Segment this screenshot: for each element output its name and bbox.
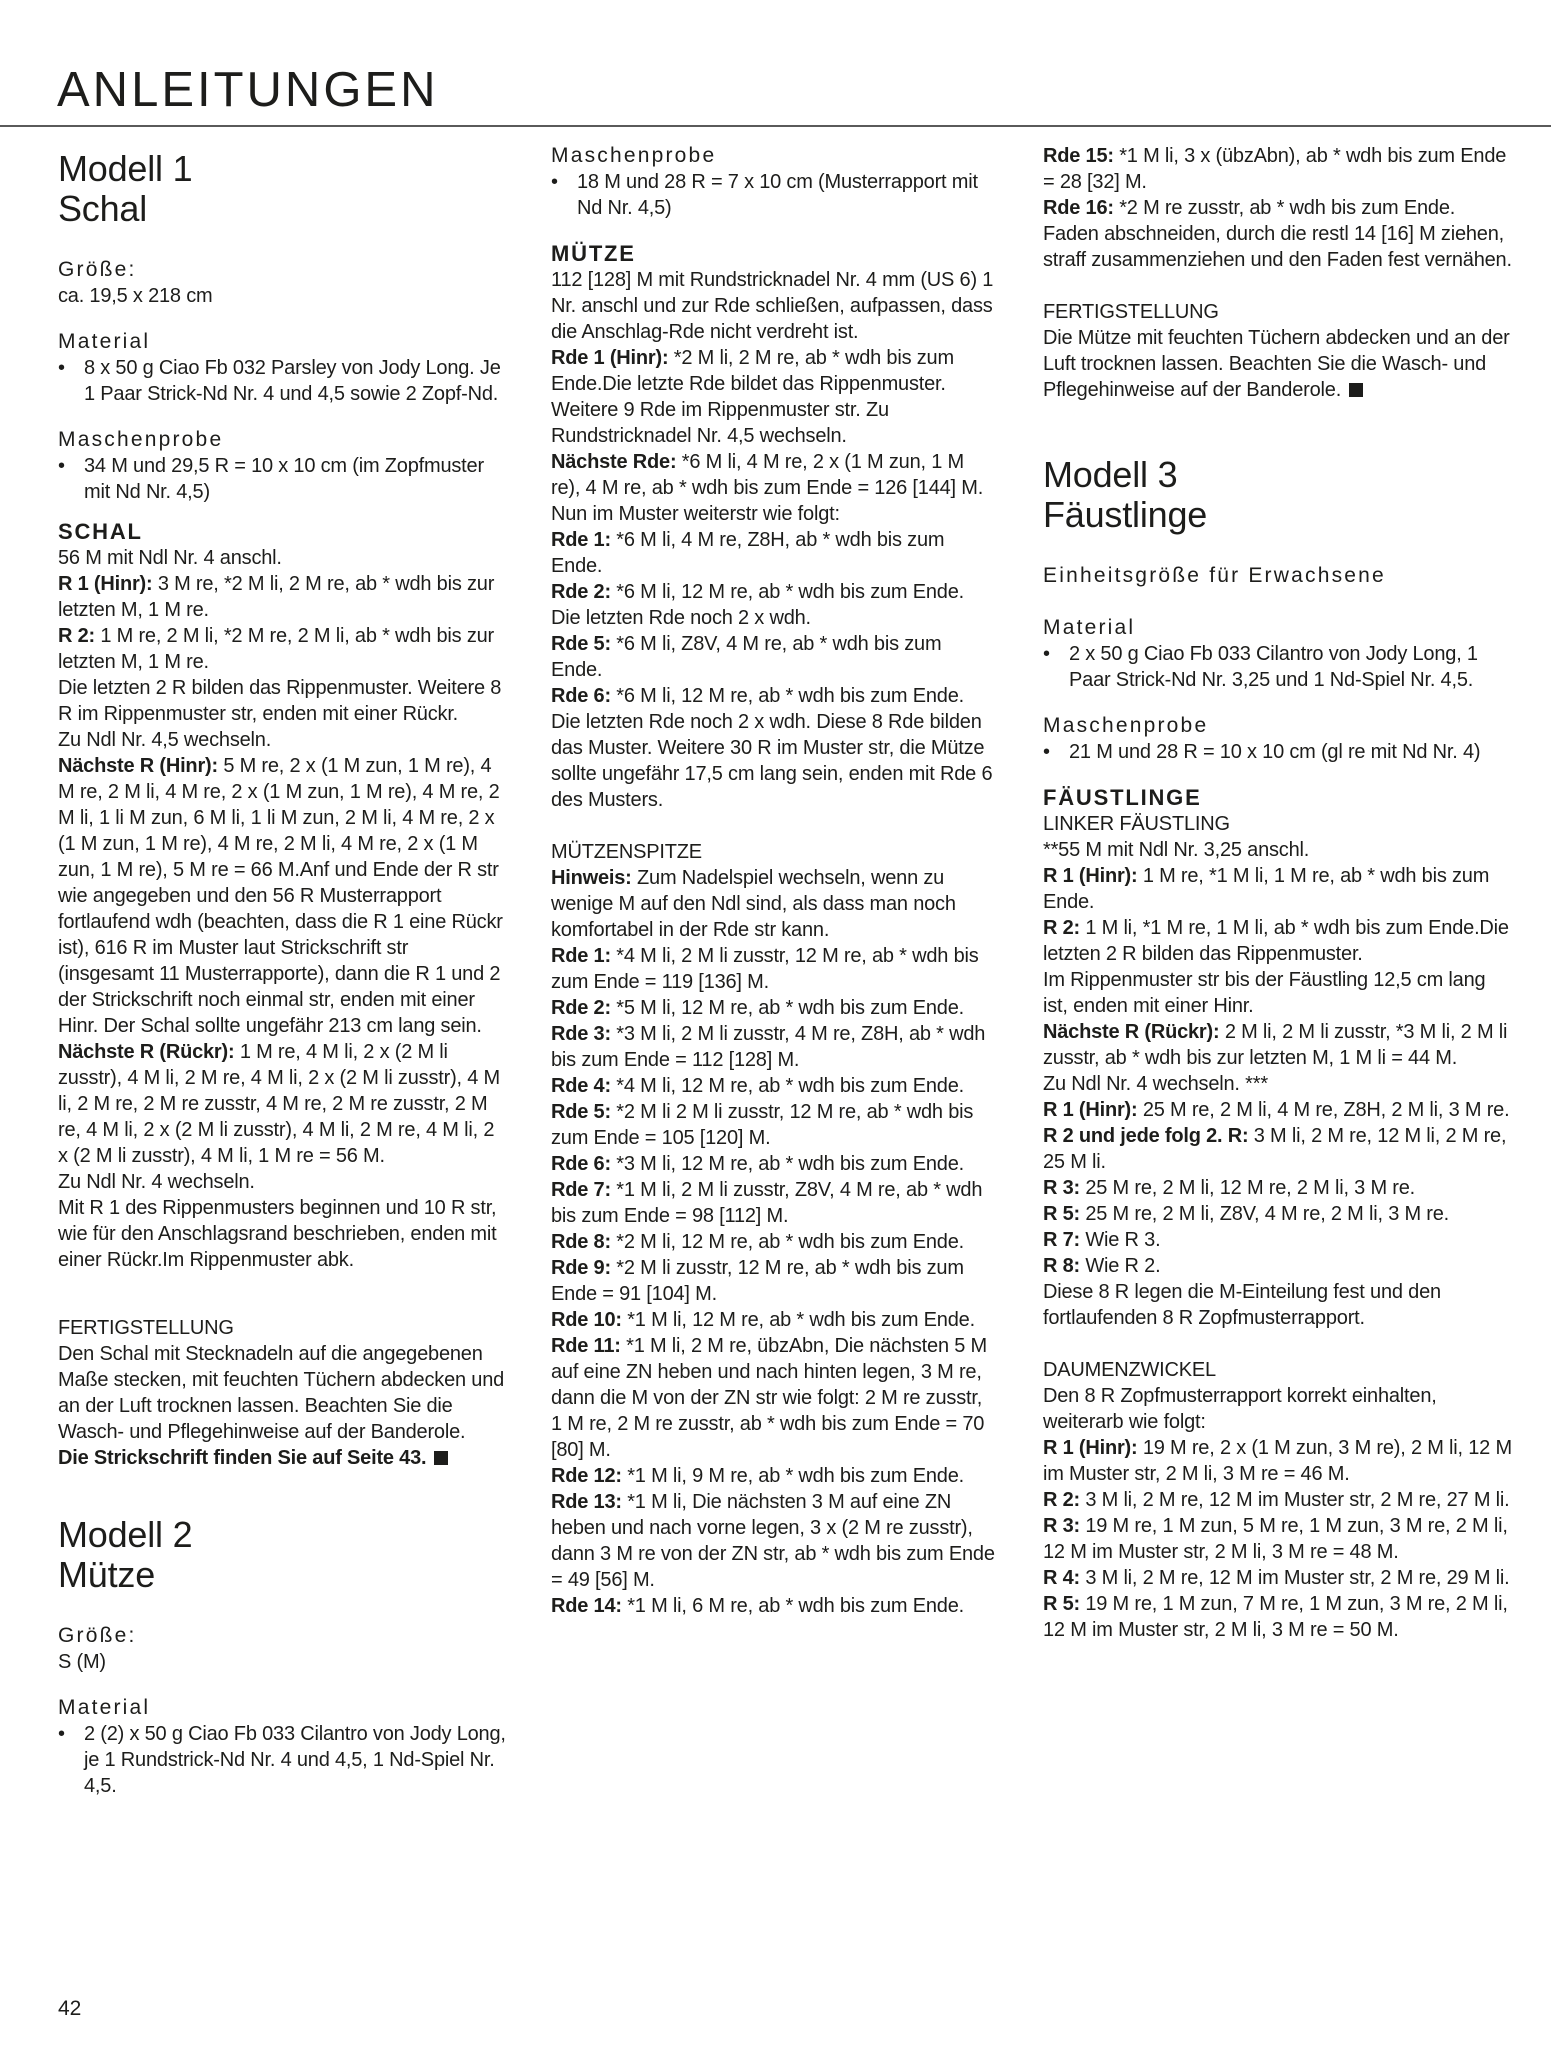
model3-r1-label: R 1 (Hinr): bbox=[1043, 865, 1138, 887]
model2-c6 bbox=[551, 1151, 996, 1177]
model2-rde1-text: *2 M li, 2 M re, ab * wdh bis zum Ende.Die letzte Rde bildet das Rippenmuster. bbox=[551, 347, 954, 395]
model1-row1-label: R 1 (Hinr): bbox=[58, 573, 153, 595]
model2-c11 bbox=[551, 1333, 996, 1463]
model3-t1-text: 19 M re, 2 x (1 M zun, 3 M re), 2 M li, 12 M im Muster str, 2 M li, 3 M re = 46 M. bbox=[1043, 1437, 1512, 1485]
model3-gauge-label: Maschenprobe bbox=[1043, 714, 1209, 737]
model1-end-text: Mit R 1 des Rippenmusters beginnen und 10 R str, wie für den Anschlagsrand beschrieben, enden mit einer Rückr.Im Rippenmuster abk. bbox=[58, 1197, 497, 1271]
model2-c10 bbox=[551, 1307, 996, 1333]
model2-c1-text: *4 M li, 2 M li zusstr, 12 M re, ab * wdh bis zum Ende = 119 [136] M. bbox=[551, 945, 979, 993]
model1-next-row2-label: Nächste R (Rückr): bbox=[58, 1041, 235, 1063]
model1-size-label: Größe: bbox=[58, 258, 137, 281]
model3-gauge-item: • 21 M und 28 R = 10 x 10 cm (gl re mit Nd Nr. 4) bbox=[1043, 741, 1481, 763]
model3-subtitle: Fäustlinge bbox=[1043, 494, 1208, 535]
model2-c9-label: Rde 9: bbox=[551, 1257, 611, 1279]
model2-c15-text: *1 M li, 3 x (übzAbn), ab * wdh bis zum Ende = 28 [32] M. bbox=[1043, 145, 1507, 193]
model3-r1 bbox=[1043, 863, 1513, 915]
model2-c1 bbox=[551, 943, 996, 995]
model2-p5-text: *6 M li, Z8V, 4 M re, ab * wdh bis zum Ende. bbox=[551, 633, 942, 681]
model1-row2-text: 1 M re, 2 M li, *2 M re, 2 M li, ab * wdh bis zur letzten M, 1 M re. bbox=[58, 625, 495, 673]
model2-c16-text: *2 M re zusstr, ab * wdh bis zum Ende. Faden abschneiden, durch die restl 14 [16] M ziehen, straff zusammenziehen und den Faden fest vernähen. bbox=[1043, 197, 1512, 271]
model3-m2-label: R 2 und jede folg 2. R: bbox=[1043, 1125, 1249, 1147]
model3-left-heading: LINKER FÄUSTLING bbox=[1043, 813, 1230, 835]
model2-c9 bbox=[551, 1255, 996, 1307]
model1-cast-on: 56 M mit Ndl Nr. 4 anschl. bbox=[58, 547, 282, 569]
column-2 bbox=[551, 143, 996, 1619]
model2-section-heading: MÜTZE bbox=[551, 241, 636, 266]
model2-c4 bbox=[551, 1073, 996, 1099]
model1-finishing-heading: FERTIGSTELLUNG bbox=[58, 1317, 234, 1339]
model3-t4 bbox=[1043, 1565, 1513, 1591]
model2-gauge-label: Maschenprobe bbox=[551, 144, 717, 167]
model1-material-item: • 8 x 50 g Ciao Fb 032 Parsley von Jody Long. Je 1 Paar Strick-Nd Nr. 4 und 4,5 sowie 2 Zopf-Nd. bbox=[58, 357, 501, 405]
model2-c8-label: Rde 8: bbox=[551, 1231, 611, 1253]
model3-t3-label: R 3: bbox=[1043, 1515, 1080, 1537]
model2-title: Modell 2 bbox=[58, 1514, 193, 1555]
model1-material-label: Material bbox=[58, 330, 151, 353]
model1-subtitle: Schal bbox=[58, 188, 148, 229]
model2-p6 bbox=[551, 683, 996, 709]
model1-material-text: 8 x 50 g Ciao Fb 032 Parsley von Jody Long. Je 1 Paar Strick-Nd Nr. 4 und 4,5 sowie 2 Zopf-Nd. bbox=[84, 357, 501, 405]
model1-size-value: ca. 19,5 x 218 cm bbox=[58, 285, 213, 307]
model2-p1-text: *6 M li, 4 M re, Z8H, ab * wdh bis zum Ende. bbox=[551, 529, 945, 577]
model3-m2 bbox=[1043, 1123, 1513, 1175]
model2-p2-label: Rde 2: bbox=[551, 581, 611, 603]
model2-gauge-item: • 18 M und 28 R = 7 x 10 cm (Musterrapport mit Nd Nr. 4,5) bbox=[551, 171, 978, 219]
model2-p5-label: Rde 5: bbox=[551, 633, 611, 655]
model3-t2-text: 3 M li, 2 M re, 12 M im Muster str, 2 M re, 27 M li. bbox=[1085, 1489, 1510, 1511]
model2-c6-text: *3 M li, 12 M re, ab * wdh bis zum Ende. bbox=[616, 1153, 965, 1175]
model3-t5-label: R 5: bbox=[1043, 1593, 1080, 1615]
model1-rib-text: Die letzten 2 R bilden das Rippenmuster. Weitere 8 R im Rippenmuster str, enden mit einer Rückr. bbox=[58, 677, 502, 725]
model2-c14-text: *1 M li, 6 M re, ab * wdh bis zum Ende. bbox=[627, 1595, 965, 1617]
model3-m8-label: R 8: bbox=[1043, 1255, 1080, 1277]
model2-c5-text: *2 M li 2 M li zusstr, 12 M re, ab * wdh bis zum Ende = 105 [120] M. bbox=[551, 1101, 974, 1149]
model2-p-rep2: Die letzten Rde noch 2 x wdh. Diese 8 Rde bilden das Muster. Weitere 30 R im Muster str, die Mütze sollte ungefähr 17,5 cm lang sein, enden mit Rde 6 des Musters. bbox=[551, 711, 993, 811]
model2-c6-label: Rde 6: bbox=[551, 1153, 611, 1175]
model2-c4-text: *4 M li, 12 M re, ab * wdh bis zum Ende. bbox=[616, 1075, 965, 1097]
model3-r1-text: 1 M re, *1 M li, 1 M re, ab * wdh bis zum Ende. bbox=[1043, 865, 1490, 913]
model2-p2-text: *6 M li, 12 M re, ab * wdh bis zum Ende. bbox=[616, 581, 965, 603]
model2-c15-label: Rde 15: bbox=[1043, 145, 1114, 167]
model3-material-label: Material bbox=[1043, 616, 1136, 639]
model2-c4-label: Rde 4: bbox=[551, 1075, 611, 1097]
model1-row2-label: R 2: bbox=[58, 625, 95, 647]
model2-material-text: 2 (2) x 50 g Ciao Fb 033 Cilantro von Jody Long, je 1 Rundstrick-Nd Nr. 4 und 4,5, 1 Nd-Spiel Nr. 4,5. bbox=[84, 1723, 506, 1797]
model2-size-label: Größe: bbox=[58, 1624, 137, 1647]
model3-next bbox=[1043, 1019, 1513, 1071]
page-number: 42 bbox=[58, 1997, 82, 2020]
model2-c16 bbox=[1043, 195, 1513, 273]
model3-t1 bbox=[1043, 1435, 1513, 1487]
model2-p-rep1: Die letzten Rde noch 2 x wdh. bbox=[551, 607, 811, 629]
model2-c3-text: *3 M li, 2 M li zusstr, 4 M re, Z8H, ab * wdh bis zum Ende = 112 [128] M. bbox=[551, 1023, 986, 1071]
model2-c14 bbox=[551, 1593, 996, 1619]
model3-t5 bbox=[1043, 1591, 1513, 1643]
model1-chart-ref bbox=[58, 1445, 508, 1471]
model2-c15 bbox=[1043, 143, 1513, 195]
model2-c7-text: *1 M li, 2 M li zusstr, Z8V, 4 M re, ab * wdh bis zum Ende = 98 [112] M. bbox=[551, 1179, 983, 1227]
model3-cast-on: **55 M mit Ndl Nr. 3,25 anschl. bbox=[1043, 839, 1310, 861]
model1-row1 bbox=[58, 571, 508, 623]
end-square-icon bbox=[1349, 383, 1363, 397]
model2-p6-label: Rde 6: bbox=[551, 685, 611, 707]
model2-p1-label: Rde 1: bbox=[551, 529, 611, 551]
model2-material-item: • 2 (2) x 50 g Ciao Fb 033 Cilantro von Jody Long, je 1 Rundstrick-Nd Nr. 4 und 4,5, 1 Nd-Spiel Nr. 4,5. bbox=[58, 1723, 506, 1797]
model1-next-row2 bbox=[58, 1039, 508, 1169]
model2-gauge-text: 18 M und 28 R = 7 x 10 cm (Musterrapport mit Nd Nr. 4,5) bbox=[577, 171, 978, 219]
model2-finishing bbox=[1043, 325, 1513, 403]
model3-m8 bbox=[1043, 1253, 1513, 1279]
model2-c2-text: *5 M li, 12 M re, ab * wdh bis zum Ende. bbox=[616, 997, 965, 1019]
model2-c11-label: Rde 11: bbox=[551, 1335, 621, 1357]
model3-title: Modell 3 bbox=[1043, 454, 1178, 495]
model1-switch-text: Zu Ndl Nr. 4,5 wechseln. bbox=[58, 729, 272, 751]
model3-material-item: • 2 x 50 g Ciao Fb 033 Cilantro von Jody Long, 1 Paar Strick-Nd Nr. 3,25 und 1 Nd-Spiel Nr. 4,5. bbox=[1043, 643, 1478, 691]
model1-next-row2-text: 1 M re, 4 M li, 2 x (2 M li zusstr), 4 M li, 2 M re, 4 M li, 2 x (2 M li zusstr), 4 M li, 2 M re, 2 M re zusstr, 4 M re, 2 M re zusstr, 2 M re, 4 M li, 2 x (2 M li zusstr), 4 M li, 2 M re, 4 M li, 2 x (2 M li zusstr), 4 M li, 1 M re = 56 M. bbox=[58, 1041, 500, 1167]
model2-c13 bbox=[551, 1489, 996, 1593]
page-header-title: ANLEITUNGEN bbox=[57, 63, 439, 117]
model2-intro: 112 [128] M mit Rundstricknadel Nr. 4 mm (US 6) 1 Nr. anschl und zur Rde schließen, aufpassen, dass die Anschlag-Rde nicht verdreht ist. bbox=[551, 269, 994, 343]
model3-m8-text: Wie R 2. bbox=[1085, 1255, 1161, 1277]
model2-next-rde-label: Nächste Rde: bbox=[551, 451, 677, 473]
model3-t4-text: 3 M li, 2 M re, 12 M im Muster str, 2 M re, 29 M li. bbox=[1085, 1567, 1510, 1589]
model2-c12-text: *1 M li, 9 M re, ab * wdh bis zum Ende. bbox=[627, 1465, 965, 1487]
model1-switch2-text: Zu Ndl Nr. 4 wechseln. bbox=[58, 1171, 255, 1193]
model3-section-heading: FÄUSTLINGE bbox=[1043, 785, 1202, 810]
model2-next-rde bbox=[551, 449, 996, 501]
model2-hint bbox=[551, 865, 996, 943]
model3-t3-text: 19 M re, 1 M zun, 5 M re, 1 M zun, 3 M re, 2 M li, 12 M im Muster str, 2 M li, 3 M re = 48 M. bbox=[1043, 1515, 1508, 1563]
model2-finishing-heading: FERTIGSTELLUNG bbox=[1043, 301, 1219, 323]
model3-r2-text: 1 M li, *1 M re, 1 M li, ab * wdh bis zum Ende.Die letzten 2 R bilden das Rippenmuster. bbox=[1043, 917, 1509, 965]
model1-next-row bbox=[58, 753, 508, 1039]
model3-m1 bbox=[1043, 1097, 1513, 1123]
model3-r2 bbox=[1043, 915, 1513, 967]
model3-t2 bbox=[1043, 1487, 1513, 1513]
model2-c8-text: *2 M li, 12 M re, ab * wdh bis zum Ende. bbox=[616, 1231, 965, 1253]
model2-c1-label: Rde 1: bbox=[551, 945, 611, 967]
model3-t3 bbox=[1043, 1513, 1513, 1565]
column-1 bbox=[58, 143, 508, 1799]
model3-m-end: Diese 8 R legen die M-Einteilung fest und den fortlaufenden 8 R Zopfmusterrapport. bbox=[1043, 1281, 1441, 1329]
model3-next-text: 2 M li, 2 M li zusstr, *3 M li, 2 M li zusstr, ab * wdh bis zur letzten M, 1 M li = 44 M. bbox=[1043, 1021, 1508, 1069]
model2-c8 bbox=[551, 1229, 996, 1255]
model2-c13-label: Rde 13: bbox=[551, 1491, 622, 1513]
model3-m3-text: 25 M re, 2 M li, 12 M re, 2 M li, 3 M re. bbox=[1085, 1177, 1416, 1199]
model3-m3-label: R 3: bbox=[1043, 1177, 1080, 1199]
model2-rde1 bbox=[551, 345, 996, 397]
model1-title: Modell 1 bbox=[58, 148, 193, 189]
model3-t1-label: R 1 (Hinr): bbox=[1043, 1437, 1138, 1459]
model3-m2-text: 3 M li, 2 M re, 12 M li, 2 M re, 25 M li. bbox=[1043, 1125, 1507, 1173]
model2-p2 bbox=[551, 579, 996, 605]
model1-next-row-text: 5 M re, 2 x (1 M zun, 1 M re), 4 M re, 2 M li, 4 M re, 2 x (1 M zun, 1 M re), 4 M re, 2 M li, 1 li M zun, 6 M li, 1 li M zun, 2 M li, 4 M re, 2 x (1 M zun, 1 M re), 4 M re, 2 M li, 4 M re, 2 x (1 M zun, 1 M re), 5 M re = 66 M.Anf und Ende der R str wie angegeben und den 56 R Musterrapport fortlaufend wdh (beachten, dass die R 1 eine Rückr ist), 616 R im Muster laut Strickschrift str (insgesamt 11 Musterrapporte), dann die R 1 und 2 der Strickschrift noch einmal str, enden mit einer Hinr. Der Schal sollte ungefähr 213 cm lang sein. bbox=[58, 755, 503, 1037]
model2-c10-label: Rde 10: bbox=[551, 1309, 622, 1331]
model3-t5-text: 19 M re, 1 M zun, 7 M re, 1 M zun, 3 M re, 2 M li, 12 M im Muster str, 2 M li, 3 M re = 50 M. bbox=[1043, 1593, 1508, 1641]
header-rule bbox=[0, 125, 1551, 127]
model3-switch-text: Zu Ndl Nr. 4 wechseln. *** bbox=[1043, 1073, 1268, 1095]
model2-pattern-intro: Nun im Muster weiterstr wie folgt: bbox=[551, 503, 840, 525]
model1-row2 bbox=[58, 623, 508, 675]
model2-more-text: Weitere 9 Rde im Rippenmuster str. Zu Rundstricknadel Nr. 4,5 wechseln. bbox=[551, 399, 889, 447]
model1-row1-text: 3 M re, *2 M li, 2 M re, ab * wdh bis zur letzten M, 1 M re. bbox=[58, 573, 495, 621]
model3-thumb-heading: DAUMENZWICKEL bbox=[1043, 1359, 1216, 1381]
model2-c16-label: Rde 16: bbox=[1043, 197, 1114, 219]
model1-gauge-label: Maschenprobe bbox=[58, 428, 224, 451]
end-square-icon bbox=[434, 1451, 448, 1465]
model2-c13-text: *1 M li, Die nächsten 3 M auf eine ZN heben und nach vorne legen, 3 x (2 M re zusstr), dann 3 M re von der ZN str, ab * wdh bis zum Ende = 49 [56] M. bbox=[551, 1491, 995, 1591]
model2-p1 bbox=[551, 527, 996, 579]
model2-c2-label: Rde 2: bbox=[551, 997, 611, 1019]
model2-c12-label: Rde 12: bbox=[551, 1465, 622, 1487]
model2-c12 bbox=[551, 1463, 996, 1489]
column-3 bbox=[1043, 143, 1513, 1643]
model2-c9-text: *2 M li zusstr, 12 M re, ab * wdh bis zum Ende = 91 [104] M. bbox=[551, 1257, 964, 1305]
model3-next-label: Nächste R (Rückr): bbox=[1043, 1021, 1220, 1043]
model2-subtitle: Mütze bbox=[58, 1554, 156, 1595]
model2-rde1-label: Rde 1 (Hinr): bbox=[551, 347, 669, 369]
model2-c3 bbox=[551, 1021, 996, 1073]
model3-gauge-text: 21 M und 28 R = 10 x 10 cm (gl re mit Nd Nr. 4) bbox=[1069, 741, 1481, 763]
model2-next-rde-text: *6 M li, 4 M re, 2 x (1 M zun, 1 M re), 4 M re, ab * wdh bis zum Ende = 126 [144] M. bbox=[551, 451, 984, 499]
model3-m5 bbox=[1043, 1201, 1513, 1227]
model3-t4-label: R 4: bbox=[1043, 1567, 1080, 1589]
model1-chart-ref-text: Die Strickschrift finden Sie auf Seite 43. bbox=[58, 1447, 427, 1469]
model2-hint-label: Hinweis: bbox=[551, 867, 632, 889]
model2-c10-text: *1 M li, 12 M re, ab * wdh bis zum Ende. bbox=[627, 1309, 975, 1331]
model1-finishing-text: Den Schal mit Stecknadeln auf die angegebenen Maße stecken, mit feuchten Tüchern abdecken und an der Luft trocknen lassen. Beachten Sie die Wasch- und Pflegehinweise auf der Banderole. bbox=[58, 1343, 505, 1443]
model3-m3 bbox=[1043, 1175, 1513, 1201]
model1-next-row-label: Nächste R (Hinr): bbox=[58, 755, 218, 777]
model3-m5-label: R 5: bbox=[1043, 1203, 1080, 1225]
model2-material-label: Material bbox=[58, 1696, 151, 1719]
model3-m5-text: 25 M re, 2 M li, Z8V, 4 M re, 2 M li, 3 M re. bbox=[1085, 1203, 1450, 1225]
model3-rib-text: Im Rippenmuster str bis der Fäustling 12,5 cm lang ist, enden mit einer Hinr. bbox=[1043, 969, 1486, 1017]
model1-gauge-item: • 34 M und 29,5 R = 10 x 10 cm (im Zopfmuster mit Nd Nr. 4,5) bbox=[58, 455, 484, 503]
model2-c14-label: Rde 14: bbox=[551, 1595, 622, 1617]
model3-material-text: 2 x 50 g Ciao Fb 033 Cilantro von Jody Long, 1 Paar Strick-Nd Nr. 3,25 und 1 Nd-Spiel Nr. 4,5. bbox=[1069, 643, 1478, 691]
model2-hint-text: Zum Nadelspiel wechseln, wenn zu wenige M auf den Ndl sind, als dass man noch komfortabel in der Rde str kann. bbox=[551, 867, 956, 941]
model2-c2 bbox=[551, 995, 996, 1021]
model2-p6-text: *6 M li, 12 M re, ab * wdh bis zum Ende. bbox=[616, 685, 965, 707]
model2-c11-text: *1 M li, 2 M re, übzAbn, Die nächsten 5 M auf eine ZN heben und nach hinten legen, 3 M re, dann die M von der ZN str wie folgt: 2 M re zusstr, 1 M re, 2 M re zusstr, ab * wdh bis zum Ende = 70 [80] M. bbox=[551, 1335, 987, 1461]
model3-size-value: Einheitsgröße für Erwachsene bbox=[1043, 564, 1386, 587]
model2-c5-label: Rde 5: bbox=[551, 1101, 611, 1123]
model3-m1-label: R 1 (Hinr): bbox=[1043, 1099, 1138, 1121]
model3-m7 bbox=[1043, 1227, 1513, 1253]
model3-m7-label: R 7: bbox=[1043, 1229, 1080, 1251]
model3-m7-text: Wie R 3. bbox=[1085, 1229, 1161, 1251]
model2-c5 bbox=[551, 1099, 996, 1151]
model2-finishing-text: Die Mütze mit feuchten Tüchern abdecken und an der Luft trocknen lassen. Beachten Sie die Wasch- und Pflegehinweise auf der Banderole. bbox=[1043, 327, 1510, 401]
model2-p5 bbox=[551, 631, 996, 683]
model2-c7 bbox=[551, 1177, 996, 1229]
model1-section-heading: SCHAL bbox=[58, 519, 143, 544]
model1-gauge-text: 34 M und 29,5 R = 10 x 10 cm (im Zopfmuster mit Nd Nr. 4,5) bbox=[84, 455, 484, 503]
model2-size-value: S (M) bbox=[58, 1651, 106, 1673]
model3-m1-text: 25 M re, 2 M li, 4 M re, Z8H, 2 M li, 3 M re. bbox=[1142, 1099, 1510, 1121]
model2-c3-label: Rde 3: bbox=[551, 1023, 611, 1045]
model3-r2-label: R 2: bbox=[1043, 917, 1080, 939]
model2-crown-heading: MÜTZENSPITZE bbox=[551, 841, 702, 863]
model3-t2-label: R 2: bbox=[1043, 1489, 1080, 1511]
model2-c7-label: Rde 7: bbox=[551, 1179, 611, 1201]
model3-thumb-intro: Den 8 R Zopfmusterrapport korrekt einhalten, weiterarb wie folgt: bbox=[1043, 1385, 1437, 1433]
